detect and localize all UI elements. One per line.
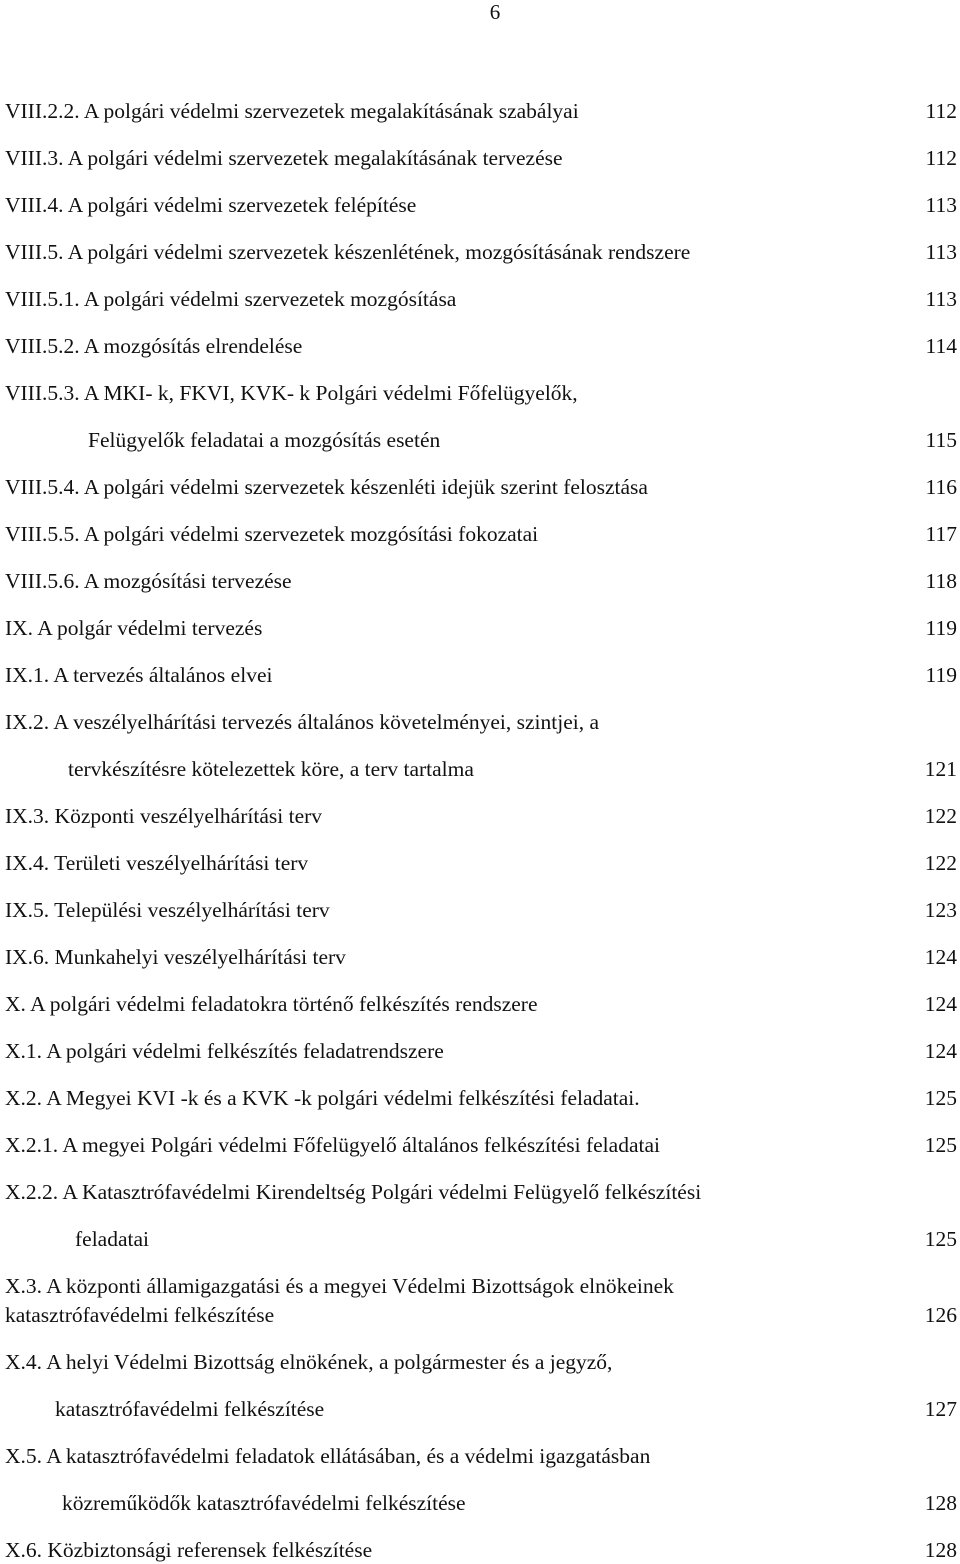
toc-entry-page: 122 — [924, 804, 957, 828]
toc-entry — [0, 567, 960, 595]
toc-entry — [0, 144, 960, 172]
toc-entry-title: VIII.5.4. A polgári védelmi szervezetek készenléti idejük szerint felosztása — [5, 475, 648, 499]
toc-entry — [0, 1131, 960, 1159]
toc-entry — [0, 379, 960, 407]
toc-entry — [0, 755, 960, 783]
toc-entry-page: 112 — [925, 146, 957, 170]
toc-entry-title: katasztrófavédelmi felkészítése — [55, 1397, 325, 1421]
toc-entry-title: X.1. A polgári védelmi felkészítés feladatrendszere — [5, 1039, 444, 1063]
toc-entry-title: VIII.5.6. A mozgósítási tervezése — [5, 569, 292, 593]
toc-entry-title: VIII.5.1. A polgári védelmi szervezetek mozgósítása — [5, 287, 457, 311]
toc-entry-title: X.6. Közbiztonsági referensek felkészítése — [5, 1538, 373, 1562]
toc-entry — [0, 708, 960, 736]
toc-entry — [0, 1536, 960, 1564]
toc-entry-title: VIII.3. A polgári védelmi szervezetek megalakításának tervezése — [5, 146, 563, 170]
toc-entry — [0, 661, 960, 689]
toc-entry-page: 113 — [925, 287, 957, 311]
toc-entry-page: 128 — [924, 1491, 957, 1515]
toc-entry-title: VIII.5.5. A polgári védelmi szervezetek mozgósítási fokozatai — [5, 522, 539, 546]
toc-entry-title: X.2.2. A Katasztrófavédelmi Kirendeltség Polgári védelmi Felügyelő felkészítési — [5, 1180, 702, 1204]
toc-entry — [0, 191, 960, 219]
toc-entry — [0, 990, 960, 1018]
toc-entry-title: IX.1. A tervezés általános elvei — [5, 663, 273, 687]
toc-entry — [0, 614, 960, 642]
toc-entry-title: VIII.5.2. A mozgósítás elrendelése — [5, 334, 303, 358]
toc-entry — [0, 332, 960, 360]
toc-entry-title: IX. A polgár védelmi tervezés — [5, 616, 263, 640]
toc-entry-page: 121 — [924, 757, 957, 781]
toc-entry-title: X.4. A helyi Védelmi Bizottság elnökének, a polgármester és a jegyző, — [5, 1350, 613, 1374]
toc-entry — [0, 1084, 960, 1112]
toc-entry — [0, 1489, 960, 1517]
toc-entry — [0, 1037, 960, 1065]
toc-entry-title: VIII.2.2. A polgári védelmi szervezetek megalakításának szabályai — [5, 99, 579, 123]
toc-entry — [0, 802, 960, 830]
toc-entry — [0, 1301, 960, 1329]
toc-entry — [0, 1348, 960, 1376]
toc-entry-title: IX.4. Területi veszélyelhárítási terv — [5, 851, 309, 875]
toc-entry-page: 128 — [924, 1538, 957, 1562]
toc-entry-page: 115 — [925, 428, 957, 452]
toc-entry-page: 124 — [924, 1039, 957, 1063]
toc-entry-title: X. A polgári védelmi feladatokra történő felkészítés rendszere — [5, 992, 538, 1016]
toc-entry-page: 112 — [925, 99, 957, 123]
toc-entry-page: 119 — [925, 616, 957, 640]
toc-entry-page: 113 — [925, 240, 957, 264]
toc-entry — [0, 285, 960, 313]
page-number: 6 — [489, 0, 501, 24]
toc-entry — [0, 1395, 960, 1423]
toc-entry-title: IX.3. Központi veszélyelhárítási terv — [5, 804, 323, 828]
toc-entry — [0, 943, 960, 971]
toc-entry-title: VIII.4. A polgári védelmi szervezetek felépítése — [5, 193, 417, 217]
toc-entry-title: katasztrófavédelmi felkészítése — [5, 1303, 275, 1327]
toc-entry — [0, 1272, 960, 1300]
toc-entry-page: 114 — [925, 334, 957, 358]
toc-entry-title: X.5. A katasztrófavédelmi feladatok ellátásában, és a védelmi igazgatásban — [5, 1444, 651, 1468]
toc-entry-page: 125 — [924, 1227, 957, 1251]
toc-entry-title: IX.2. A veszélyelhárítási tervezés általános követelményei, szintjei, a — [5, 710, 600, 734]
toc-entry-page: 125 — [924, 1086, 957, 1110]
toc-entry — [0, 849, 960, 877]
toc-entry-page: 116 — [925, 475, 957, 499]
toc-entry-title: tervkészítésre kötelezettek köre, a terv tartalma — [68, 757, 474, 781]
toc-entry — [0, 1178, 960, 1206]
toc-entry — [0, 1225, 960, 1253]
toc-entry-page: 124 — [924, 945, 957, 969]
toc-entry — [0, 426, 960, 454]
toc-entry — [0, 238, 960, 266]
toc-entry-page: 117 — [925, 522, 957, 546]
toc-entry — [0, 896, 960, 924]
toc-entry-page: 125 — [924, 1133, 957, 1157]
toc-entry-title: közreműködők katasztrófavédelmi felkészítése — [62, 1491, 466, 1515]
toc-entry-title: VIII.5. A polgári védelmi szervezetek készenlétének, mozgósításának rendszere — [5, 240, 691, 264]
toc-entry-title: VIII.5.3. A MKI- k, FKVI, KVK- k Polgári védelmi Főfelügyelők, — [5, 381, 578, 405]
toc-entry-page: 122 — [924, 851, 957, 875]
toc-entry-title: IX.6. Munkahelyi veszélyelhárítási terv — [5, 945, 346, 969]
toc-entry-page: 126 — [924, 1303, 957, 1327]
toc-entry-page: 124 — [924, 992, 957, 1016]
toc-entry-title: IX.5. Települési veszélyelhárítási terv — [5, 898, 330, 922]
toc-entry — [0, 97, 960, 125]
toc-entry-page: 127 — [924, 1397, 957, 1421]
toc-entry-page: 113 — [925, 193, 957, 217]
toc-entry-page: 119 — [925, 663, 957, 687]
toc-entry-title: X.2.1. A megyei Polgári védelmi Főfelügyelő általános felkészítési feladatai — [5, 1133, 660, 1157]
toc-entry-title: X.3. A központi államigazgatási és a megyei Védelmi Bizottságok elnökeinek — [5, 1274, 674, 1298]
toc-entry-title: Felügyelők feladatai a mozgósítás esetén — [88, 428, 441, 452]
toc-entry-page: 118 — [925, 569, 957, 593]
toc-entry-title: X.2. A Megyei KVI -k és a KVK -k polgári védelmi felkészítési feladatai. — [5, 1086, 640, 1110]
toc-entry — [0, 520, 960, 548]
toc-entry-title: feladatai — [75, 1227, 150, 1251]
toc-entry — [0, 473, 960, 501]
toc-entry — [0, 1442, 960, 1470]
toc-entry-page: 123 — [924, 898, 957, 922]
